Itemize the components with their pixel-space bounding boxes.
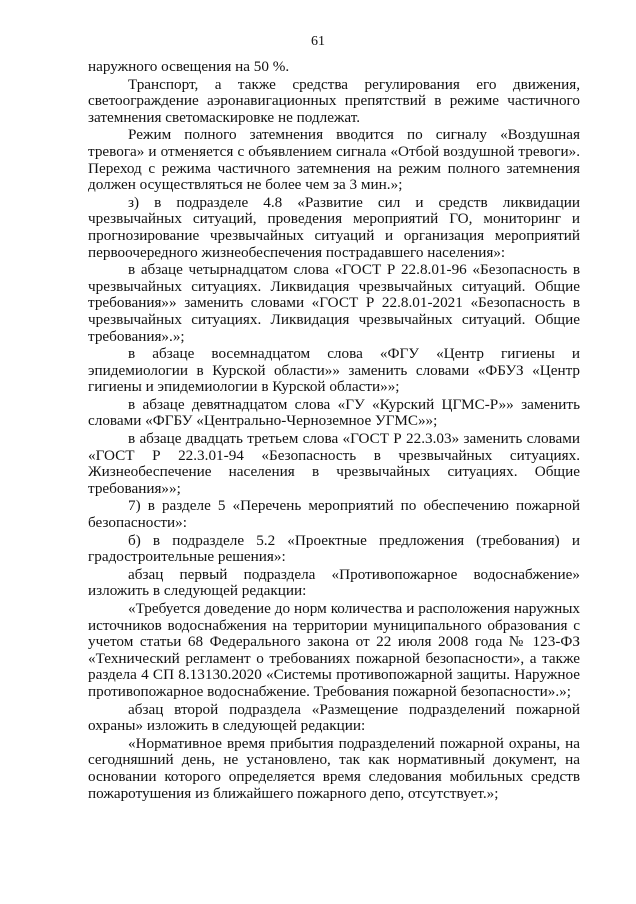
paragraph: з) в подразделе 4.8 «Развитие сил и средств ликвидации чрезвычайных ситуаций, проведения мероприятий ГО, мониторинг и прогнозирование чрезвычайных ситуаций и организация мероприятий первоочередного жизнеобеспечения пострадавшего населения»: [88,193,580,261]
paragraph: б) в подразделе 5.2 «Проектные предложения (требования) и градостроительные решения»: [88,531,580,566]
paragraph: в абзаце восемнадцатом слова «ФГУ «Центр гигиены и эпидемиологии в Курской области»» заменить словами «ФБУЗ «Центр гигиены и эпидемиологии в Курской области»»; [88,345,580,396]
paragraph: в абзаце четырнадцатом слова «ГОСТ Р 22.8.01-96 «Безопасность в чрезвычайных ситуациях. Ликвидация чрезвычайных ситуаций. Общие требования»» заменить словами «ГОСТ Р 22.8.01-2021 «Безопасность в чрезвычайных ситуациях. Ликвидация чрезвычайных ситуаций. Общие требования».»; [88,261,580,345]
paragraph: абзац первый подраздела «Противопожарное водоснабжение» изложить в следующей редакции: [88,565,580,600]
paragraph: 7) в разделе 5 «Перечень мероприятий по обеспечению пожарной безопасности»: [88,497,580,532]
paragraph: в абзаце двадцать третьем слова «ГОСТ Р 22.3.03» заменить словами «ГОСТ Р 22.3.01-94 «Безопасность в чрезвычайных ситуациях. Жизнеобеспечение населения в чрезвычайных ситуациях. Общие требования»»; [88,430,580,497]
paragraph: Режим полного затемнения вводится по сигналу «Воздушная тревога» и отменяется с объявлением сигнала «Отбой воздушной тревоги». Переход с режима частичного затемнения на режим полного затемнения должен осуществляться не более чем за 3 мин.»; [88,126,580,194]
page-number: 61 [311,34,325,49]
paragraph: Транспорт, а также средства регулирования его движения, светоограждение аэронавигационных препятствий в режиме частичного затемнения светомаскировке не подлежат. [88,75,580,126]
paragraph: «Требуется доведение до норм количества и расположения наружных источников водоснабжения на территории муниципального образования с учетом статьи 68 Федерального закона от 22 июля 2008 года № 123-ФЗ «Технический регламент о требованиях пожарной безопасности», а также раздела 4 СП 8.13130.2020 «Системы противопожарной защиты. Наружное противопожарное водоснабжение. Требования пожарной безопасности».»; [88,600,580,700]
document-body [88,59,580,803]
paragraph: «Нормативное время прибытия подразделений пожарной охраны, на сегодняшний день, не установлено, так как нормативный документ, на основании которого определяется время следования мобильных средств пожаротушения из ближайшего пожарного депо, отсутствует.»; [88,734,580,802]
paragraph: в абзаце девятнадцатом слова «ГУ «Курский ЦГМС-Р»» заменить словами «ФГБУ «Центрально-Черноземное УГМС»»; [88,395,580,430]
paragraph: наружного освещения на 50 %. [88,58,290,75]
paragraph: абзац второй подраздела «Размещение подразделений пожарной охраны» изложить в следующей редакции: [88,700,580,735]
